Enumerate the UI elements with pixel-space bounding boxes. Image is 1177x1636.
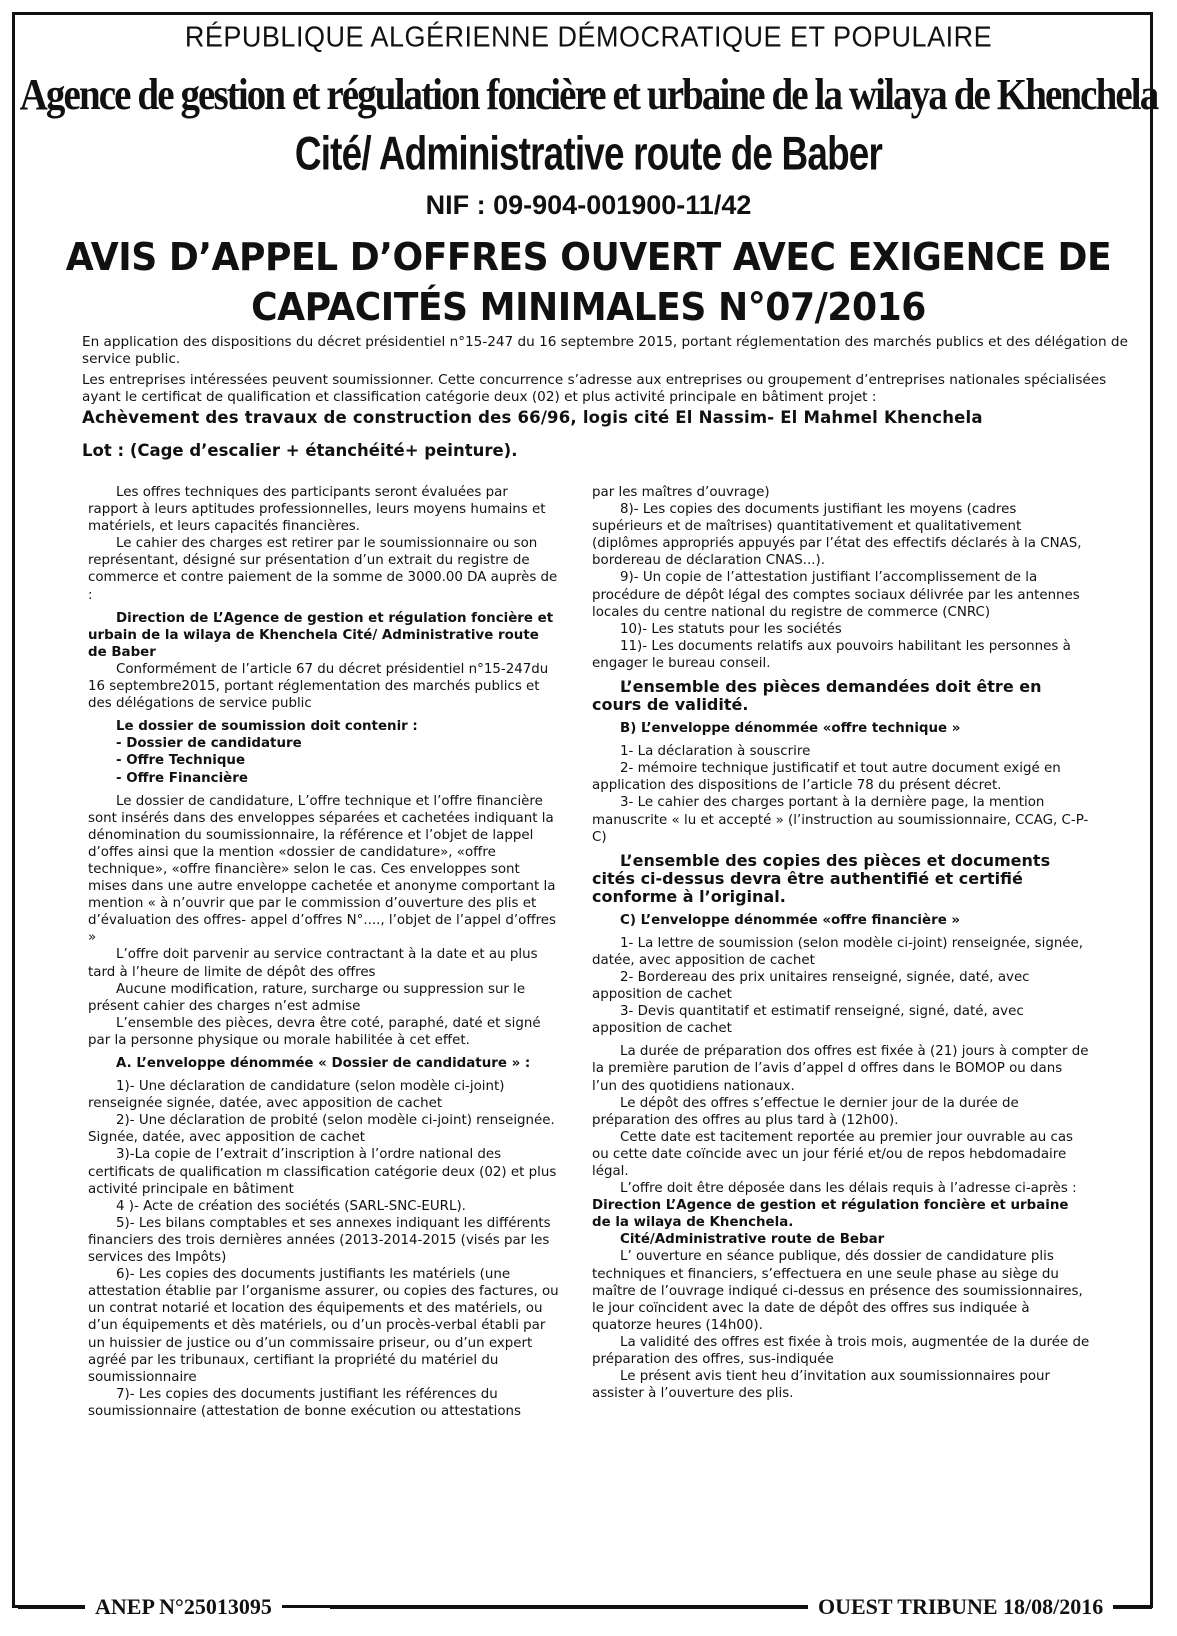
section-b-title: B) L’enveloppe dénommée «offre technique » [620, 721, 961, 737]
left-column [88, 484, 560, 1420]
deposit-address-intro: L’offre doit être déposée dans les délais requis à l’adresse ci-après : [620, 1181, 1077, 1197]
deposit-paragraph: Le dépôt des offres s’effectue le dernier jour de la durée de préparation des offres au plus tard à (12h00). [592, 1095, 1019, 1128]
agency-name: Agence de gestion et régulation foncière et urbaine de la wilaya de Khenchela [19, 69, 1158, 120]
left-p2: Le cahier des charges est retirer par le soumissionnaire ou son représentant, désigné sur présentation d’un extrait du registre de commerce et contre paiement de la somme de 3000.00 DA auprès de : [88, 536, 558, 603]
section-a-item-1: 1)- Une déclaration de candidature (selon modèle ci-joint) renseignée signée, datée, avec apposition de cachet [88, 1079, 505, 1112]
section-a-item-4: 4 )- Acte de création des sociétés (SARL-SNC-EURL). [116, 1198, 466, 1214]
notice-title-line2: CAPACITÉS MINIMALES N°07/2016 [251, 285, 926, 329]
section-a-title: A. L’enveloppe dénommée « Dossier de candidature » : [116, 1056, 531, 1071]
validity-note: L’ensemble des pièces demandées doit être en cours de validité. [592, 677, 1042, 715]
deposit-address-paragraph [592, 1180, 1090, 1231]
offer-validity-paragraph: La validité des offres est fixée à trois mois, augmentée de la durée de préparation des offres, sus-indiquée [592, 1334, 1090, 1368]
list-item: - Offre Technique [116, 753, 246, 769]
postponement-paragraph: Cette date est tacitement reportée au premier jour ouvrable au cas ou cette date coïncide avec un jour férié et/ou de repos hebdomadaire légal. [592, 1129, 1074, 1179]
section-a-item-6: 6)- Les copies des documents justifiants les matériels (une attestation établie par l’organisme assurer, ou copies des factures, ou un contrat notarié et location des équipements et des matériels, ou d’un équipements et dès matériels, ou d’un procès-verbal établi par un huissier de justice ou d’un commissaire priseur, ou d’un expert agréé par les tribunaux, certifiant la propriété du matériel du soumissionnaire [88, 1267, 559, 1385]
republic-heading: RÉPUBLIQUE ALGÉRIENNE DÉMOCRATIQUE ET POPULAIRE [184, 21, 993, 53]
opening-paragraph: L’ ouverture en séance publique, dés dossier de candidature plis techniques et financiers, s’effectuera en une seule phase au siège du maître de l’ouvrage indiqué ci-dessus en présence des soumissionnaires, le jour coïncident avec la date de dépôt des offres sus indiquée à quatorze heures (14h00). [592, 1249, 1083, 1333]
left-p5: Le dossier de soumission doit contenir : [116, 719, 418, 735]
footer-rule-left [18, 1606, 90, 1609]
project-title: Achèvement des travaux de construction des 66/96, logis cité El Nassim- El Mahmel Khenchela [82, 408, 983, 427]
left-p8: Aucune modification, rature, surcharge ou suppression sur le présent cahier des charges n’est admise [88, 981, 526, 1014]
section-c-item-1: 1- La lettre de soumission (selon modèle ci-joint) renseignée, signée, datée, avec apposition de cachet [592, 935, 1084, 968]
left-p7: L’offre doit parvenir au service contractant à la date et au plus tard à l’heure de limite de dépôt des offres [88, 947, 538, 980]
left-p3: Direction de L’Agence de gestion et régulation foncière et urbain de la wilaya de Khenchela Cité/ Administrative route de Baber [88, 610, 554, 660]
section-b-item-2: 2- mémoire technique justificatif et tout autre document exigé en application des dispositions de l’article 78 du présent décret. [592, 761, 1061, 794]
section-a-item-8: 8)- Les copies des documents justifiant les moyens (cadres supérieurs et de maîtrises) quantitativement et qualitativement (diplômes appropriés appuyés par l’état des effectifs déclarés à la CNAS, bordereau de déclaration CNAS...). [592, 502, 1082, 569]
intro-text-1: En application des dispositions du décret présidentiel n°15-247 du 16 septembre 2015, portant réglementation des marchés publics et des délégation de service public. [82, 334, 1128, 367]
footer-rule-middle [330, 1606, 808, 1609]
agency-address: Cité/ Administrative route de Baber [294, 126, 883, 181]
deposit-address-name: Direction L’Agence de gestion et régulation foncière et urbaine de la wilaya de Khenchela. [592, 1198, 1069, 1231]
intro-paragraph-1 [82, 334, 1149, 368]
section-a-item-11: 11)- Les documents relatifs aux pouvoirs habilitant les personnes à engager le bureau conseil. [592, 638, 1071, 671]
notice-title-line1: AVIS D’APPEL D’OFFRES OUVERT AVEC EXIGENCE DE [65, 235, 1112, 279]
section-a-item-5: 5)- Les bilans comptables et ses annexes indiquant les différents financiers des trois dernières années (2013-2014-2015 (visés par les services des Impôts) [88, 1215, 551, 1266]
deposit-address-street: Cité/Administrative route de Bebar [620, 1232, 885, 1248]
list-item: - Offre Financière [116, 770, 248, 786]
lot-title: Lot : (Cage d’escalier + étanchéité+ peinture). [82, 441, 518, 460]
section-a-item-9: 9)- Un copie de l’attestation justifiant l’accomplissement de la procédure de dépôt légal des comptes sociaux délivrée par les antennes locales du centre national du registre de commerce (CNRC) [592, 570, 1080, 620]
authentication-note: L’ensemble des copies des pièces et documents cités ci-dessus devra être authentifié et certifié conforme à l’original. [592, 850, 1051, 906]
left-p4: Conformément de l’article 67 du décret présidentiel n°15-247du 16 septembre2015, portant réglementation des marchés publics et des délégations de service public [88, 661, 549, 712]
intro-text-2: Les entreprises intéressées peuvent soumissionner. Cette concurrence s’adresse aux entreprises ou groupement d’entreprises nationales spécialisées ayant le certificat de qualification et classification catégorie deux (02) et plus activité principale en bâtiment projet : [82, 372, 1107, 405]
newspaper-reference: OUEST TRIBUNE 18/08/2016 [808, 1594, 1113, 1634]
section-b-item-3: 3- Le cahier des charges portant à la dernière page, la mention manuscrite « lu et accepté » (l’instruction au soumissionnaire, CCAG, C-P-C) [592, 795, 1089, 845]
intro-paragraph-2 [82, 372, 1149, 406]
section-c-item-3: 3- Devis quantitatif et estimatif renseigné, signé, daté, avec apposition de cachet [592, 1004, 1024, 1037]
right-column [592, 484, 1090, 1402]
section-a-item-10: 10)- Les statuts pour les sociétés [620, 621, 842, 637]
list-item: - Dossier de candidature [116, 736, 302, 752]
left-p9: L’ensemble des pièces, devra être coté, paraphé, daté et signé par la personne physique ou morale habilitée à cet effet. [88, 1015, 541, 1048]
section-a-item-2: 2)- Une déclaration de probité (selon modèle ci-joint) renseignée. Signée, datée, avec apposition de cachet [88, 1113, 555, 1146]
nif-number: NIF : 09-904-001900-11/42 [425, 190, 752, 220]
section-c-item-2: 2- Bordereau des prix unitaires renseigné, signée, daté, avec apposition de cachet [592, 969, 1030, 1003]
section-c-title: C) L’enveloppe dénommée «offre financière » [620, 912, 961, 928]
section-a-item-7: 7)- Les copies des documents justifiant les références du soumissionnaire (attestation de bonne exécution ou attestations [88, 1386, 522, 1419]
notice-title [29, 232, 1147, 332]
left-p1: Les offres techniques des participants seront évaluées par rapport à leurs aptitudes professionnelles, leurs moyens humains et matériels, et leurs capacités financières. [88, 485, 546, 535]
invitation-paragraph: Le présent avis tient heu d’invitation aux soumissionnaires pour assister à l’ouverture des plis. [592, 1369, 1051, 1402]
section-b-item-1: 1- La déclaration à souscrire [620, 744, 811, 760]
deadline-paragraph: La durée de préparation dos offres est fixée à (21) jours à compter de la première parution de l’avis d’appel d offres dans le BOMOP ou dans l’un des quotidiens nationaux. [592, 1044, 1089, 1094]
left-p6: Le dossier de candidature, L’offre technique et l’offre financière sont insérés dans des enveloppes séparées et cachetées indiquant la dénomination du soumissionnaire, la référence et l’objet de lappel d’offes ainsi que la mention «dossier de candidature», «offre technique», «offre financière» selon le cas. Ces enveloppes sont mises dans une autre enveloppe cachetée et anonyme comportant la mention « à n’ouvrir que par le commission d’ouverture des plis et d’évaluation des offres- appel d’offres N°...., l’objet de l’appel d’offres » [88, 793, 557, 946]
section-a-item-3: 3)-La copie de l’extrait d’inscription à l’ordre national des certificats de qualification m classification catégorie deux (02) et plus activité principale en bâtiment [88, 1147, 557, 1197]
anep-reference: ANEP N°25013095 [85, 1594, 282, 1634]
right-continuation: par les maîtres d’ouvrage) [592, 485, 770, 500]
